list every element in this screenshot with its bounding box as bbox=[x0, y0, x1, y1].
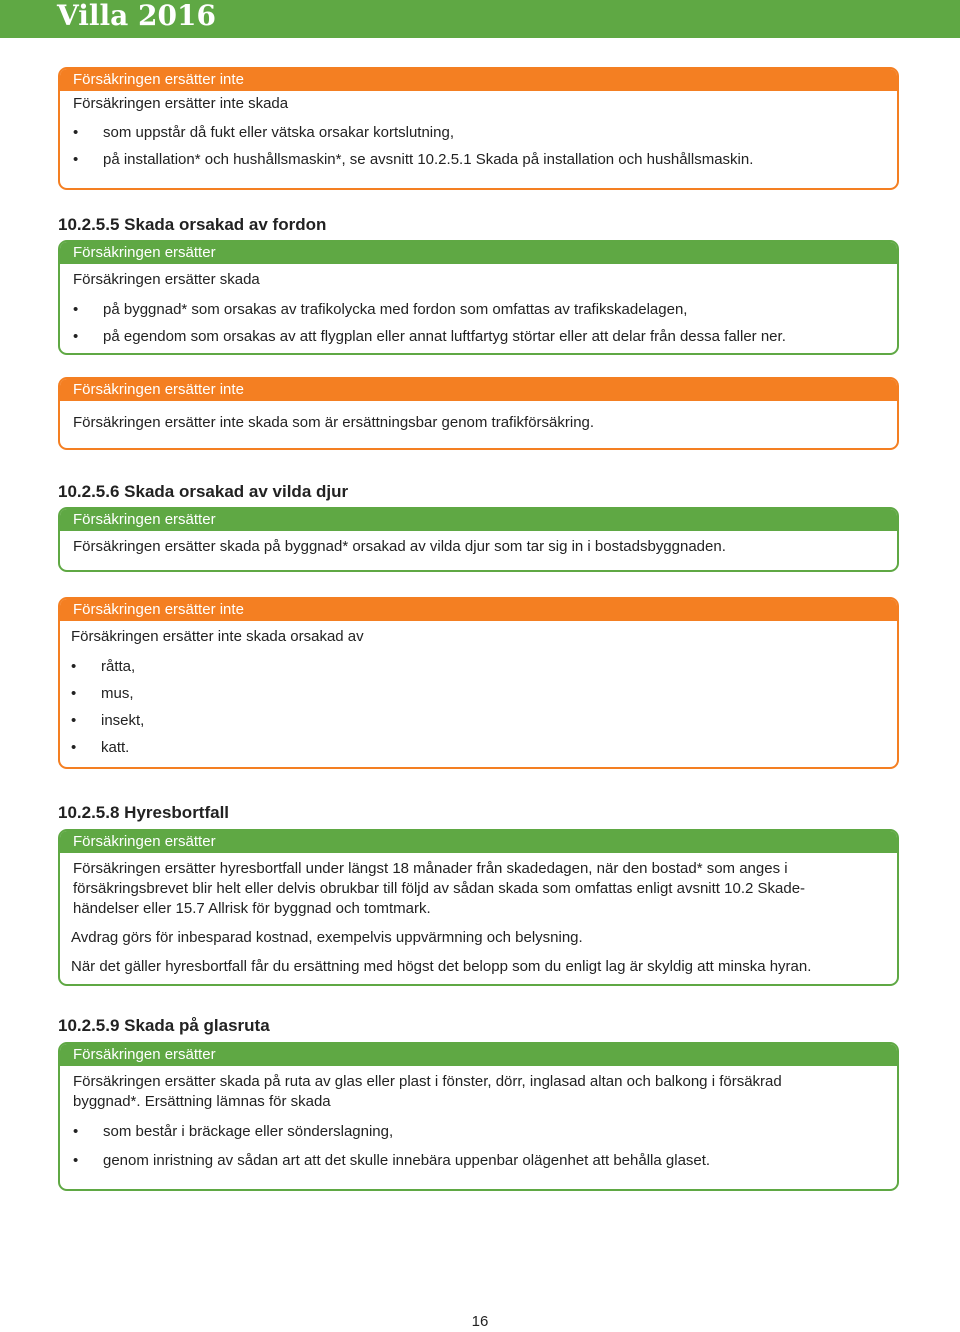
coverage-paragraph-line: försäkringsbrevet blir helt eller delvis obrukbar till följd av sådan skada som omfattas enligt avsnitt 10.2 Skade- bbox=[73, 880, 806, 897]
coverage-paragraph: När det gäller hyresbortfall får du ersättning med högst det belopp som du enligt lag är skyldig att minska hyran. bbox=[71, 958, 812, 975]
coverage-box-vehicle: Försäkringen ersätter Försäkringen ersätter skada • på byggnad* som orsakas av trafikolycka med fordon som omfattas av trafikskadelagen, • på egendom som orsakas av att flygplan eller annat luftfartyg störtar eller att delar från dessa faller ner. bbox=[58, 240, 899, 355]
coverage-intro-line: Försäkringen ersätter skada på ruta av glas eller plast i fönster, dörr, inglasad altan och balkong i försäkrad bbox=[73, 1073, 782, 1090]
bullet-icon: • bbox=[73, 151, 79, 168]
coverage-paragraph-line: Försäkringen ersätter hyresbortfall under längst 18 månader från skadedagen, när den bostad* som anges i bbox=[73, 860, 788, 877]
coverage-box-animals bbox=[58, 507, 899, 572]
bullet-icon: • bbox=[73, 328, 79, 345]
document-header-bar bbox=[0, 0, 960, 38]
exclusion-intro: Försäkringen ersätter inte skada bbox=[73, 95, 289, 112]
coverage-label: Försäkringen ersätter bbox=[60, 509, 897, 531]
coverage-paragraph-line: händelser eller 15.7 Allrisk för byggnad och tomtmark. bbox=[73, 900, 431, 917]
exclusion-box-animals: Försäkringen ersätter inte Försäkringen ersätter inte skada orsakad av • råtta, • mus, • insekt, • katt. bbox=[58, 597, 899, 769]
coverage-box-glass: Försäkringen ersätter Försäkringen ersätter skada på ruta av glas eller plast i fönster, dörr, inglasad altan och balkong i försäkrad byggnad*. Ersättning lämnas för skada • som består i bräckage eller sönderslagning, • genom inristning av sådan art att det skulle innebära uppenbar olägenhet att behålla glaset. bbox=[58, 1042, 899, 1191]
page-number: 16 bbox=[471, 1313, 489, 1330]
coverage-label: Försäkringen ersätter bbox=[60, 1044, 897, 1066]
exclusion-box-short-circuit: Försäkringen ersätter inte Försäkringen ersätter inte skada • som uppstår då fukt eller vätska orsakar kortslutning, • på installation* och hushållsmaskin*, se avsnitt 10.2.5.1 Skada på installation och hushållsmaskin. bbox=[58, 67, 899, 190]
bullet-icon: • bbox=[73, 1152, 79, 1169]
exclusion-box-vehicle bbox=[58, 377, 899, 450]
section-heading: 10.2.5.9 Skada på glasruta bbox=[58, 1016, 270, 1035]
coverage-label: Försäkringen ersätter bbox=[60, 831, 897, 853]
section-heading: 10.2.5.6 Skada orsakad av vilda djur bbox=[58, 482, 349, 501]
coverage-intro: Försäkringen ersätter skada bbox=[73, 271, 260, 288]
section-heading: 10.2.5.5 Skada orsakad av fordon bbox=[58, 215, 327, 234]
bullet-icon: • bbox=[71, 712, 77, 729]
bullet-icon: • bbox=[73, 301, 79, 318]
coverage-label: Försäkringen ersätter bbox=[60, 242, 897, 264]
bullet-icon: • bbox=[71, 739, 77, 756]
exclusion-label: Försäkringen ersätter inte bbox=[60, 379, 897, 401]
bullet-icon: • bbox=[73, 1123, 79, 1140]
bullet-icon: • bbox=[73, 124, 79, 141]
document-title: Villa 2016 bbox=[57, 0, 216, 32]
section-heading: 10.2.5.8 Hyresbortfall bbox=[58, 803, 230, 822]
coverage-text: Försäkringen ersätter skada på byggnad* orsakad av vilda djur som tar sig in i bostadsbyggnaden. bbox=[73, 538, 726, 555]
coverage-paragraph: Avdrag görs för inbesparad kostnad, exempelvis uppvärmning och belysning. bbox=[71, 929, 583, 946]
coverage-intro-line: byggnad*. Ersättning lämnas för skada bbox=[73, 1093, 331, 1110]
exclusion-text: Försäkringen ersätter inte skada som är ersättningsbar genom trafikförsäkring. bbox=[73, 414, 595, 431]
exclusion-intro: Försäkringen ersätter inte skada orsakad av bbox=[71, 628, 364, 645]
bullet-icon: • bbox=[71, 685, 77, 702]
bullet-icon: • bbox=[71, 658, 77, 675]
coverage-box-rent-loss bbox=[58, 829, 899, 986]
exclusion-label: Försäkringen ersätter inte bbox=[60, 599, 897, 621]
exclusion-label: Försäkringen ersätter inte bbox=[60, 69, 897, 91]
